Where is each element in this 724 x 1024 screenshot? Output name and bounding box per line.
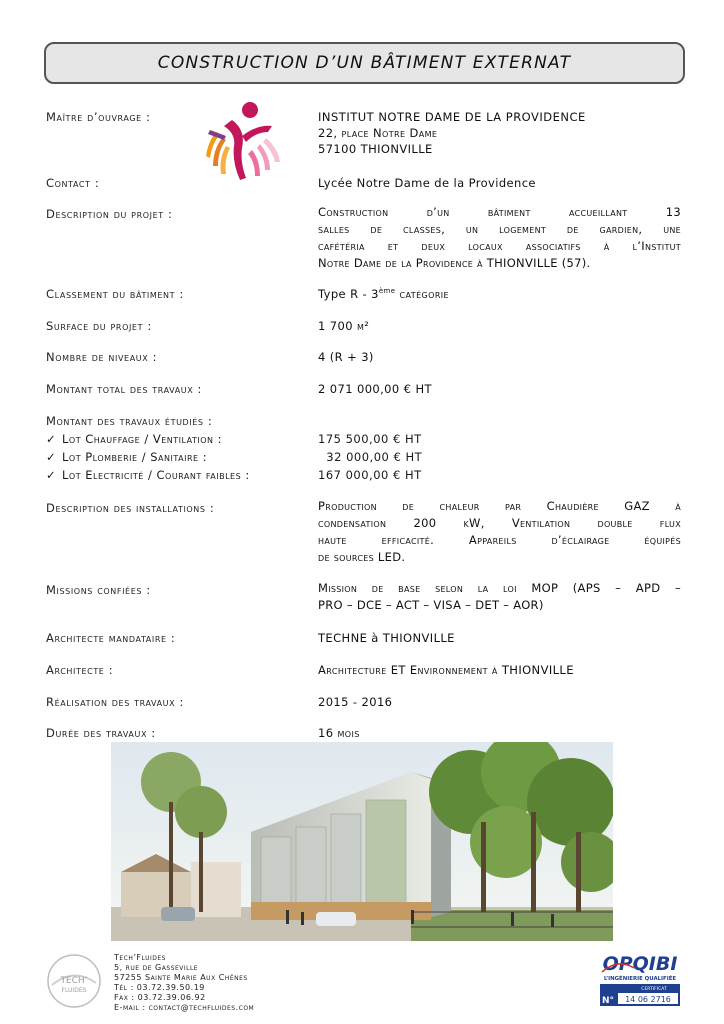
- lot-amount: 175 500,00 € HT: [318, 432, 422, 446]
- footer-tel: Tél : 03.72.39.50.19: [114, 983, 205, 992]
- footer-street: 5, rue de Gasseville: [114, 963, 199, 972]
- label-architecte: Architecte :: [46, 663, 114, 677]
- logo-text-tech: TECH’: [60, 976, 88, 986]
- footer-contact-block: [114, 953, 254, 1013]
- maitre-address-line2: 57100 THIONVILLE: [318, 142, 433, 156]
- institute-logo: [202, 100, 282, 192]
- missions-text: [318, 580, 681, 614]
- opqibi-n-label: N°: [601, 996, 615, 1006]
- building-rendering-image: [111, 742, 613, 941]
- classement-value: Type R - 3ème catégorie: [318, 287, 449, 301]
- surface-value: 1 700 m²: [318, 319, 370, 333]
- label-architecte-mandataire: Architecte mandataire :: [46, 631, 176, 645]
- niveaux-value: 4 (R + 3): [318, 350, 374, 364]
- page-title: CONSTRUCTION D’UN BÂTIMENT EXTERNAT: [44, 42, 685, 84]
- check-icon: ✓: [46, 450, 57, 464]
- check-icon: ✓: [46, 432, 57, 446]
- label-niveaux: Nombre de niveaux :: [46, 350, 158, 364]
- description-line: Notre Dame de la Providence à THIONVILLE (57).: [318, 256, 591, 270]
- logo-text-fluides: FLUIDES: [61, 987, 87, 994]
- label-installations: Description des installations :: [46, 501, 215, 515]
- missions-line: PRO – DCE – ACT – VISA – DET – AOR): [318, 598, 544, 612]
- opqibi-tagline: L’INGÉNIERIE QUALIFIÉE: [603, 976, 677, 982]
- installations-line: de sources LED.: [318, 550, 406, 564]
- maitre-address-line1: 22, place Notre Dame: [318, 126, 438, 140]
- label-description: Description du projet :: [46, 207, 173, 221]
- description-line: salles de classes, un logement de gardien, une: [318, 222, 681, 236]
- contact-value: Lycée Notre Dame de la Providence: [318, 176, 536, 190]
- missions-line: Mission de base selon la loi MOP (APS – APD –: [318, 581, 681, 595]
- description-text: [318, 204, 681, 272]
- installations-text: [318, 498, 681, 566]
- label-contact: Contact :: [46, 176, 100, 190]
- lot-item: ✓ Lot Plomberie / Sanitaire :: [46, 450, 208, 464]
- duree-value: 16 mois: [318, 726, 360, 740]
- architecte-value: Architecture ET Environnement à THIONVILLE: [318, 663, 574, 677]
- lot-item: ✓ Lot Chauffage / Ventilation :: [46, 432, 223, 446]
- lot-item: ✓ Lot Electricité / Courant faibles :: [46, 468, 250, 482]
- opqibi-cert-number: 14 06 2716: [625, 995, 671, 1004]
- label-surface: Surface du projet :: [46, 319, 152, 333]
- realisation-value: 2015 - 2016: [318, 695, 393, 709]
- montant-total-value: 2 071 000,00 € HT: [318, 382, 432, 396]
- label-maitre-ouvrage: Maître d’ouvrage :: [46, 110, 151, 124]
- label-montant-total: Montant total des travaux :: [46, 382, 203, 396]
- check-icon: ✓: [46, 468, 57, 482]
- mandataire-value: TECHNE à THIONVILLE: [318, 631, 455, 645]
- installations-line: haute efficacité. Appareils d’éclairage équipés: [318, 533, 681, 547]
- installations-line: condensation 200 kW, Ventilation double flux: [318, 516, 681, 530]
- footer-fax: Fax : 03.72.39.06.92: [114, 993, 206, 1002]
- label-realisation: Réalisation des travaux :: [46, 695, 184, 709]
- footer-city: 57255 Sainte Marie Aux Chênes: [114, 973, 248, 982]
- opqibi-certification-logo: [598, 950, 682, 1010]
- footer-company: Tech’Fluides: [114, 953, 166, 962]
- label-missions: Missions confiées :: [46, 583, 151, 597]
- opqibi-brand-text: OPQIBI: [602, 953, 678, 975]
- maitre-name: INSTITUT NOTRE DAME DE LA PROVIDENCE: [318, 110, 586, 124]
- opqibi-cert-label: CERTIFICAT: [641, 987, 667, 992]
- label-classement: Classement du bâtiment :: [46, 287, 184, 301]
- description-line: cafétéria et deux locaux associatifs à l’Institut: [318, 239, 681, 253]
- installations-line: Production de chaleur par Chaudière GAZ à: [318, 499, 681, 513]
- lot-amount: 167 000,00 € HT: [318, 468, 422, 482]
- lot-amount: 32 000,00 € HT: [318, 450, 423, 464]
- footer-email[interactable]: E-mail : contact@techfluides.com: [114, 1003, 255, 1012]
- techfluides-logo: [44, 953, 104, 1009]
- description-line: Construction d’un bâtiment accueillant 13: [318, 205, 681, 219]
- label-duree: Durée des travaux :: [46, 726, 156, 740]
- label-travaux-etudies: Montant des travaux étudiés :: [46, 414, 213, 428]
